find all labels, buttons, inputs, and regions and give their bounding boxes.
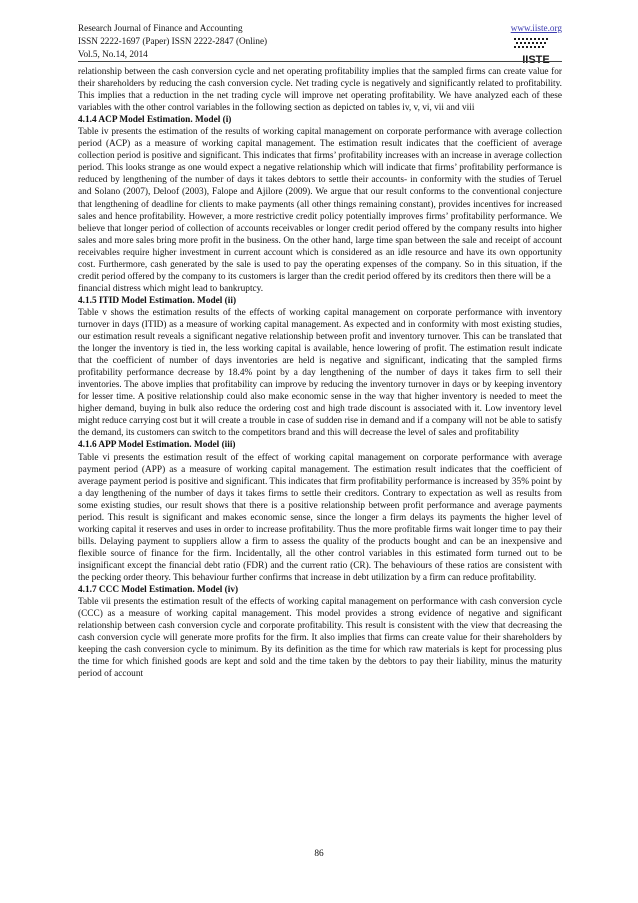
header-divider [78, 61, 562, 62]
issn: ISSN 2222-1697 (Paper) ISSN 2222-2847 (Online) [78, 36, 268, 46]
journal-url-link[interactable]: www.iiste.org [510, 23, 562, 33]
paragraph: Table v shows the estimation results of the effects of working capital management on corporate performance with inventory turnover in days (ITID) as a measure of working capital management. As expected and in conformity with most existing studies, our estimation result reveals a significant negative relationship between profit and inventory turnover. This can be translated that the longer the inventory is tied in, the less working capital is available, hence lowering of profit. The estimation result indicate that the coefficient of number of days inventories are held is negative and significant, indicating that the sampled firms profitability performance decrease by 18.4% point by a day lengthening of the number of days it takes firm to sell their inventories. The above implies that profitability can improve by reducing the inventory turnover in days or by keeping inventory for lesser time. A positive relationship could also make economic sense in the way that higher inventory is needed to meet the higher demand, buying in bulk also reduce the ordering cost and high trade discount is associated with it. Low inventory level might reduce carrying cost but it will create a trouble in case of sudden rise in demand and if a company will not be able to satisfy the demand, its customers can switch to the competitors brand and this will decrease the level of sales and profitability [78, 307, 562, 439]
page-header [78, 22, 562, 66]
paragraph: Table iv presents the estimation of the results of working capital management on corporate performance with average collection period (ACP) as a measure of working capital management. The estimation result indicates that the coefficient of average collection period is positive and significant. This indicates that firms’ profitability increases with an increase in average collection period. This looks strange as one would expect a negative relationship which will indicate that firms’ profitability performance is reduced by lengthening of the number of days it takes debtors to settle their accounts- in conformity with the studies of Teruel and Solano (2007), Deloof (2003), Falope and Ajilore (2009). We argue that our result conforms to the conventional conjecture that lengthening of deadline for clients to make payments (all other things remaining constant), provides incentives for increased sales and hence profitability. However, a more restrictive credit policy potentially improves firms’ profitability performance. We believe that longer period of collection of accounts receivables or longer credit period offered by the company results into higher sales and more sales bring more profit in the business. On the other hand, large time span between the sale and receipt of account receivables require higher investment in current account which is considered as an idle resource and have its own opportunity cost. Furthermore, cash generated by the sale is used to pay the operating expenses of the company. So in this situation, if the credit period offered by the company to its customers is larger than the credit period offered by its creditors then there will be a [78, 127, 562, 282]
page-number: 86 [314, 849, 324, 859]
section-heading: 4.1.7 CCC Model Estimation. Model (iv) [78, 585, 239, 596]
section-heading: 4.1.5 ITID Model Estimation. Model (ii) [78, 295, 237, 306]
volume-info: Vol.5, No.14, 2014 [78, 49, 148, 59]
paragraph: Table vi presents the estimation result of the effect of working capital management on corporate performance with average payment period (APP) as a measure of working capital management. The estimation result indicates that the coefficient of average payment period is positive and significant. This indicates that firm profitability performance is increased by 35% point by a day lengthening of the number of days it takes firms to settle their creditors. Contrary to expectation as well as results from some existing studies, our result shows that there is a positive relationship between profit performance and average payments period. This result is significant and makes economic sense, since the longer a firm delays its payments the higher level of working capital it reserves and uses in order to increase profitability. Thus the more profitable firms wait longer time to pay their bills. Delaying payment to suppliers allow a firm to assess the quality of the products bought and can be an inexpensive and flexible source of finance for the firm. Incidentally, all the other control variables in this estimated form turned out to be insignificant except the financial debt ratio (FDR) and the current ratio (CR). The behaviours of these ratios are consistent with the pecking order theory. This behaviour further confirms that increase in debt utilization by a firm can reduce profitability. [78, 452, 562, 583]
journal-title: Research Journal of Finance and Accounting [78, 23, 243, 33]
paragraph: financial distress which might lead to bankruptcy. [78, 283, 264, 294]
paragraph: Table vii presents the estimation result of the effects of working capital management on performance with cash conversion cycle (CCC) as a measure of working capital management. This model provides a strong evidence of negative and significant relationship between cash conversion cycle and corporate profitability. This result is consistent with the view that decreasing the cash conversion cycle will generate more profits for the firm. It also implies that firms can create value for their shareholders by keeping the cash conversion cycle to minimum. By its definition as the time for which raw materials is kept for processing plus the time for which finished goods are kept and sold and the time taken by the debtors to pay their liability, minus the maturity period of account [78, 597, 562, 680]
paragraph: relationship between the cash conversion cycle and net operating profitability implies that the sampled firms can create value for their shareholders by reducing the cash conversion cycle. Net trading cycle is negatively and significantly related to profitability. This implies that a reduction in the net trading cycle will improve net operating profitability. We have analyzed each of these variables with the other control variables in the following section as depicted on tables iv, v, vi, vii and viii [78, 67, 562, 114]
article-body [78, 66, 562, 680]
svg-text:IISTE: IISTE [522, 54, 550, 66]
section-heading: 4.1.4 ACP Model Estimation. Model (i) [78, 115, 232, 126]
section-heading: 4.1.6 APP Model Estimation. Model (iii) [78, 440, 236, 451]
